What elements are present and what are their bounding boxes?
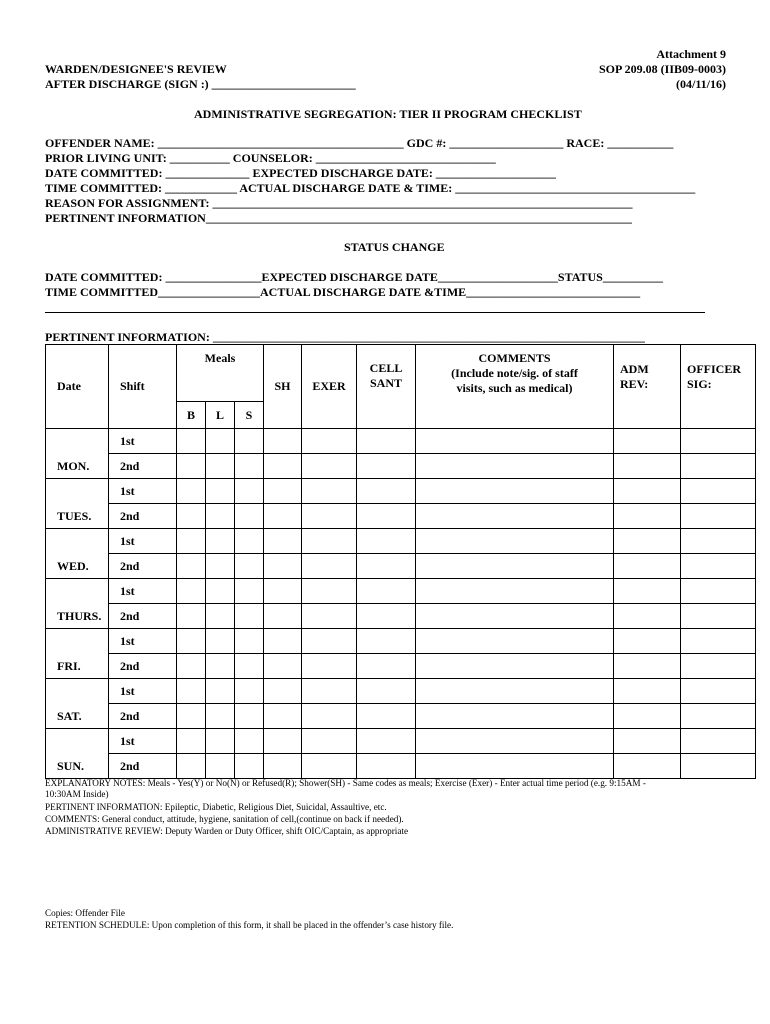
shift-header: Shift — [109, 345, 177, 429]
comments-header — [416, 345, 614, 429]
exer-entry-cell[interactable] — [302, 454, 357, 479]
exer-entry-cell[interactable] — [302, 554, 357, 579]
comments-entry-cell[interactable] — [416, 554, 614, 579]
cell-sant-entry-cell[interactable] — [357, 679, 416, 704]
comments-entry-cell[interactable] — [416, 454, 614, 479]
meal-l-entry-cell[interactable] — [206, 579, 235, 604]
meal-l-entry-cell[interactable] — [206, 554, 235, 579]
comments-entry-cell[interactable] — [416, 754, 614, 779]
officer-sig-entry-cell[interactable] — [681, 579, 756, 604]
status-divider — [45, 312, 705, 313]
officer-sig-entry-cell[interactable] — [681, 454, 756, 479]
meal-l-entry-cell[interactable] — [206, 679, 235, 704]
day-cell: MON. — [46, 429, 109, 479]
daily-log-table — [45, 344, 756, 779]
meal-b-entry-cell[interactable] — [177, 654, 206, 679]
sh-entry-cell[interactable] — [264, 679, 302, 704]
officer-sig-entry-cell[interactable] — [681, 604, 756, 629]
date-header: Date — [46, 345, 109, 429]
shift-cell: 1st — [109, 729, 177, 754]
status-change-title: STATUS CHANGE — [344, 240, 445, 254]
table-row — [46, 554, 756, 579]
exer-entry-cell[interactable] — [302, 654, 357, 679]
exer-entry-cell[interactable] — [302, 629, 357, 654]
meal-s-entry-cell[interactable] — [235, 679, 264, 704]
cell-sant-entry-cell[interactable] — [357, 504, 416, 529]
sh-entry-cell[interactable] — [264, 729, 302, 754]
meal-s-entry-cell[interactable] — [235, 754, 264, 779]
meal-b-entry-cell[interactable] — [177, 604, 206, 629]
cell-sant-entry-cell[interactable] — [357, 579, 416, 604]
attachment-label: Attachment 9 — [656, 47, 726, 61]
exer-entry-cell[interactable] — [302, 504, 357, 529]
comments-entry-cell[interactable] — [416, 579, 614, 604]
sh-entry-cell[interactable] — [264, 479, 302, 504]
sh-entry-cell[interactable] — [264, 454, 302, 479]
day-cell: FRI. — [46, 629, 109, 679]
cell-sant-entry-cell[interactable] — [357, 704, 416, 729]
sh-entry-cell[interactable] — [264, 629, 302, 654]
shift-cell: 2nd — [109, 654, 177, 679]
meal-l-entry-cell[interactable] — [206, 504, 235, 529]
adm-rev-entry-cell[interactable] — [614, 754, 681, 779]
meal-s-entry-cell[interactable] — [235, 654, 264, 679]
adm-rev-entry-cell[interactable] — [614, 579, 681, 604]
meals-header: Meals — [177, 345, 264, 402]
cell-sant-entry-cell[interactable] — [357, 729, 416, 754]
meal-b-header: B — [177, 402, 206, 429]
meal-b-entry-cell[interactable] — [177, 729, 206, 754]
meal-b-entry-cell[interactable] — [177, 554, 206, 579]
table-row — [46, 579, 756, 604]
meal-s-entry-cell[interactable] — [235, 729, 264, 754]
meal-l-entry-cell[interactable] — [206, 429, 235, 454]
meal-l-entry-cell[interactable] — [206, 729, 235, 754]
meal-b-entry-cell[interactable] — [177, 629, 206, 654]
day-cell: SUN. — [46, 729, 109, 779]
exer-entry-cell[interactable] — [302, 429, 357, 454]
time-committed-line[interactable]: TIME COMMITTED: ____________ ACTUAL DISCHARGE DATE & TIME: ________________________________________ — [45, 181, 696, 195]
meal-b-entry-cell[interactable] — [177, 579, 206, 604]
pertinent-info-label[interactable]: PERTINENT INFORMATION: ________________________________________________________________________ — [45, 330, 645, 344]
exer-entry-cell[interactable] — [302, 579, 357, 604]
meal-l-header: L — [206, 402, 235, 429]
meal-l-entry-cell[interactable] — [206, 529, 235, 554]
officer-sig-entry-cell[interactable] — [681, 479, 756, 504]
date-committed-line[interactable]: DATE COMMITTED: ______________ EXPECTED DISCHARGE DATE: ____________________ — [45, 166, 556, 180]
sh-entry-cell[interactable] — [264, 604, 302, 629]
officer-sig-entry-cell[interactable] — [681, 704, 756, 729]
meal-s-entry-cell[interactable] — [235, 629, 264, 654]
officer-sig-entry-cell[interactable] — [681, 529, 756, 554]
adm-rev-entry-cell[interactable] — [614, 629, 681, 654]
officer-sig-entry-cell[interactable] — [681, 629, 756, 654]
day-cell: SAT. — [46, 679, 109, 729]
officer-sig-entry-cell[interactable] — [681, 554, 756, 579]
officer-sig-entry-cell[interactable] — [681, 754, 756, 779]
cell-sant-entry-cell[interactable] — [357, 429, 416, 454]
adm-rev-entry-cell[interactable] — [614, 429, 681, 454]
comments-line2: (Include note/sig. of staff — [451, 366, 578, 380]
cell-sant-entry-cell[interactable] — [357, 454, 416, 479]
cell-sant-entry-cell[interactable] — [357, 604, 416, 629]
adm-rev-line2: REV: — [620, 376, 649, 391]
table-row — [46, 679, 756, 704]
meal-b-entry-cell[interactable] — [177, 429, 206, 454]
officer-sig-entry-cell[interactable] — [681, 679, 756, 704]
exer-entry-cell[interactable] — [302, 529, 357, 554]
meal-s-entry-cell[interactable] — [235, 529, 264, 554]
shift-cell: 1st — [109, 479, 177, 504]
comments-notes: COMMENTS: General conduct, attitude, hygiene, sanitation of cell,(continue on back if needed). — [45, 814, 404, 824]
meal-s-entry-cell[interactable] — [235, 429, 264, 454]
table-row — [46, 704, 756, 729]
cell-sant-entry-cell[interactable] — [357, 479, 416, 504]
adm-rev-entry-cell[interactable] — [614, 554, 681, 579]
day-cell: TUES. — [46, 479, 109, 529]
sh-entry-cell[interactable] — [264, 654, 302, 679]
meal-b-entry-cell[interactable] — [177, 679, 206, 704]
sh-entry-cell[interactable] — [264, 579, 302, 604]
officer-sig-entry-cell[interactable] — [681, 429, 756, 454]
shift-cell: 1st — [109, 529, 177, 554]
cell-sant-entry-cell[interactable] — [357, 654, 416, 679]
meal-s-entry-cell[interactable] — [235, 554, 264, 579]
comments-entry-cell[interactable] — [416, 679, 614, 704]
meal-l-entry-cell[interactable] — [206, 654, 235, 679]
meal-s-entry-cell[interactable] — [235, 504, 264, 529]
meal-s-entry-cell[interactable] — [235, 704, 264, 729]
cell-sant-line2: SANT — [369, 376, 402, 390]
table-row — [46, 504, 756, 529]
cell-sant-entry-cell[interactable] — [357, 529, 416, 554]
adm-rev-entry-cell[interactable] — [614, 529, 681, 554]
table-row — [46, 654, 756, 679]
officer-sig-entry-cell[interactable] — [681, 504, 756, 529]
meal-l-entry-cell[interactable] — [206, 479, 235, 504]
adm-rev-line1: ADM — [620, 361, 649, 376]
explanatory-notes-cont: 10:30AM Inside) — [45, 789, 109, 799]
sh-entry-cell[interactable] — [264, 429, 302, 454]
table-row — [46, 429, 756, 454]
shift-cell: 2nd — [109, 604, 177, 629]
comments-entry-cell[interactable] — [416, 529, 614, 554]
adm-rev-entry-cell[interactable] — [614, 504, 681, 529]
meal-s-entry-cell[interactable] — [235, 579, 264, 604]
exer-entry-cell[interactable] — [302, 604, 357, 629]
comments-line3: visits, such as medical) — [456, 381, 573, 395]
meal-b-entry-cell[interactable] — [177, 504, 206, 529]
exer-entry-cell[interactable] — [302, 704, 357, 729]
shift-cell: 2nd — [109, 704, 177, 729]
exer-entry-cell[interactable] — [302, 479, 357, 504]
table-row — [46, 629, 756, 654]
prior-living-unit-line[interactable]: PRIOR LIVING UNIT: __________ COUNSELOR: ______________________________ — [45, 151, 496, 165]
sh-entry-cell[interactable] — [264, 504, 302, 529]
comments-entry-cell[interactable] — [416, 729, 614, 754]
cell-sant-entry-cell[interactable] — [357, 629, 416, 654]
sh-entry-cell[interactable] — [264, 704, 302, 729]
comments-entry-cell[interactable] — [416, 654, 614, 679]
shift-cell: 2nd — [109, 754, 177, 779]
shift-cell: 2nd — [109, 454, 177, 479]
meal-b-entry-cell[interactable] — [177, 479, 206, 504]
adm-rev-header — [614, 345, 681, 429]
shift-cell: 2nd — [109, 504, 177, 529]
pertinent-notes: PERTINENT INFORMATION: Epileptic, Diabetic, Religious Diet, Suicidal, Assaultive, etc. — [45, 802, 387, 812]
meal-l-entry-cell[interactable] — [206, 604, 235, 629]
adm-rev-entry-cell[interactable] — [614, 679, 681, 704]
day-cell: WED. — [46, 529, 109, 579]
status-time-committed-line[interactable]: TIME COMMITTED_________________ACTUAL DISCHARGE DATE &TIME_____________________________ — [45, 285, 641, 299]
explanatory-notes: EXPLANATORY NOTES: Meals - Yes(Y) or No(N) or Refused(R); Shower(SH) - Same codes as meals; Exercise (Exer) - Enter actual time period (e.g. 9:15AM - — [45, 778, 646, 788]
sh-header: SH — [264, 345, 302, 429]
comments-entry-cell[interactable] — [416, 429, 614, 454]
adm-rev-entry-cell[interactable] — [614, 479, 681, 504]
adm-rev-entry-cell[interactable] — [614, 729, 681, 754]
adm-rev-entry-cell[interactable] — [614, 604, 681, 629]
sh-entry-cell[interactable] — [264, 554, 302, 579]
copies-line: Copies: Offender File — [45, 908, 125, 918]
officer-sig-entry-cell[interactable] — [681, 654, 756, 679]
retention-schedule: RETENTION SCHEDULE: Upon completion of this form, it shall be placed in the offender’s case history file. — [45, 920, 454, 930]
cell-sant-line1: CELL — [369, 361, 403, 375]
sh-entry-cell[interactable] — [264, 754, 302, 779]
shift-cell: 1st — [109, 679, 177, 704]
comments-entry-cell[interactable] — [416, 604, 614, 629]
meal-l-entry-cell[interactable] — [206, 704, 235, 729]
exer-header: EXER — [302, 345, 357, 429]
shift-cell: 2nd — [109, 554, 177, 579]
cell-sant-entry-cell[interactable] — [357, 554, 416, 579]
sh-entry-cell[interactable] — [264, 529, 302, 554]
adm-rev-entry-cell[interactable] — [614, 454, 681, 479]
form-title: ADMINISTRATIVE SEGREGATION: TIER II PROGRAM CHECKLIST — [194, 107, 582, 121]
table-row — [46, 729, 756, 754]
meal-l-entry-cell[interactable] — [206, 629, 235, 654]
status-date-committed-line[interactable]: DATE COMMITTED: ________________EXPECTED DISCHARGE DATE____________________STATUS__________ — [45, 270, 663, 284]
officer-sig-entry-cell[interactable] — [681, 729, 756, 754]
shift-cell: 1st — [109, 429, 177, 454]
warden-sign-line[interactable]: AFTER DISCHARGE (SIGN :) ________________________ — [45, 77, 356, 91]
table-row — [46, 479, 756, 504]
pertinent-information-line[interactable]: PERTINENT INFORMATION_______________________________________________________________________ — [45, 211, 632, 225]
table-row — [46, 529, 756, 554]
meal-b-entry-cell[interactable] — [177, 454, 206, 479]
comments-entry-cell[interactable] — [416, 629, 614, 654]
meal-s-entry-cell[interactable] — [235, 604, 264, 629]
meal-b-entry-cell[interactable] — [177, 704, 206, 729]
cell-sant-header — [357, 345, 416, 429]
comments-entry-cell[interactable] — [416, 479, 614, 504]
reason-for-assignment-line[interactable]: REASON FOR ASSIGNMENT: ______________________________________________________________________ — [45, 196, 633, 210]
cell-sant-entry-cell[interactable] — [357, 754, 416, 779]
admin-review-notes: ADMINISTRATIVE REVIEW: Deputy Warden or Duty Officer, shift OIC/Captain, as appropriate — [45, 826, 409, 836]
table-row — [46, 454, 756, 479]
meal-s-header: S — [235, 402, 264, 429]
table-row — [46, 754, 756, 779]
shift-cell: 1st — [109, 579, 177, 604]
day-cell: THURS. — [46, 579, 109, 629]
adm-rev-entry-cell[interactable] — [614, 654, 681, 679]
revision-date: (04/11/16) — [676, 77, 726, 91]
warden-review-label: WARDEN/DESIGNEE'S REVIEW — [45, 62, 227, 76]
meal-b-entry-cell[interactable] — [177, 754, 206, 779]
meal-s-entry-cell[interactable] — [235, 479, 264, 504]
officer-sig-header — [681, 345, 756, 429]
offender-name-line[interactable]: OFFENDER NAME: _________________________________________ GDC #: ___________________ RACE: ___________ — [45, 136, 674, 150]
officer-sig-line2: SIG: — [687, 376, 712, 391]
sop-number: SOP 209.08 (IIB09-0003) — [598, 62, 726, 76]
meal-s-entry-cell[interactable] — [235, 454, 264, 479]
exer-entry-cell[interactable] — [302, 729, 357, 754]
meal-b-entry-cell[interactable] — [177, 529, 206, 554]
comments-line1: COMMENTS — [478, 351, 551, 365]
officer-sig-line1: OFFICER — [687, 361, 741, 376]
comments-entry-cell[interactable] — [416, 504, 614, 529]
comments-entry-cell[interactable] — [416, 704, 614, 729]
exer-entry-cell[interactable] — [302, 754, 357, 779]
exer-entry-cell[interactable] — [302, 679, 357, 704]
shift-cell: 1st — [109, 629, 177, 654]
adm-rev-entry-cell[interactable] — [614, 704, 681, 729]
table-row — [46, 604, 756, 629]
meal-l-entry-cell[interactable] — [206, 754, 235, 779]
meal-l-entry-cell[interactable] — [206, 454, 235, 479]
